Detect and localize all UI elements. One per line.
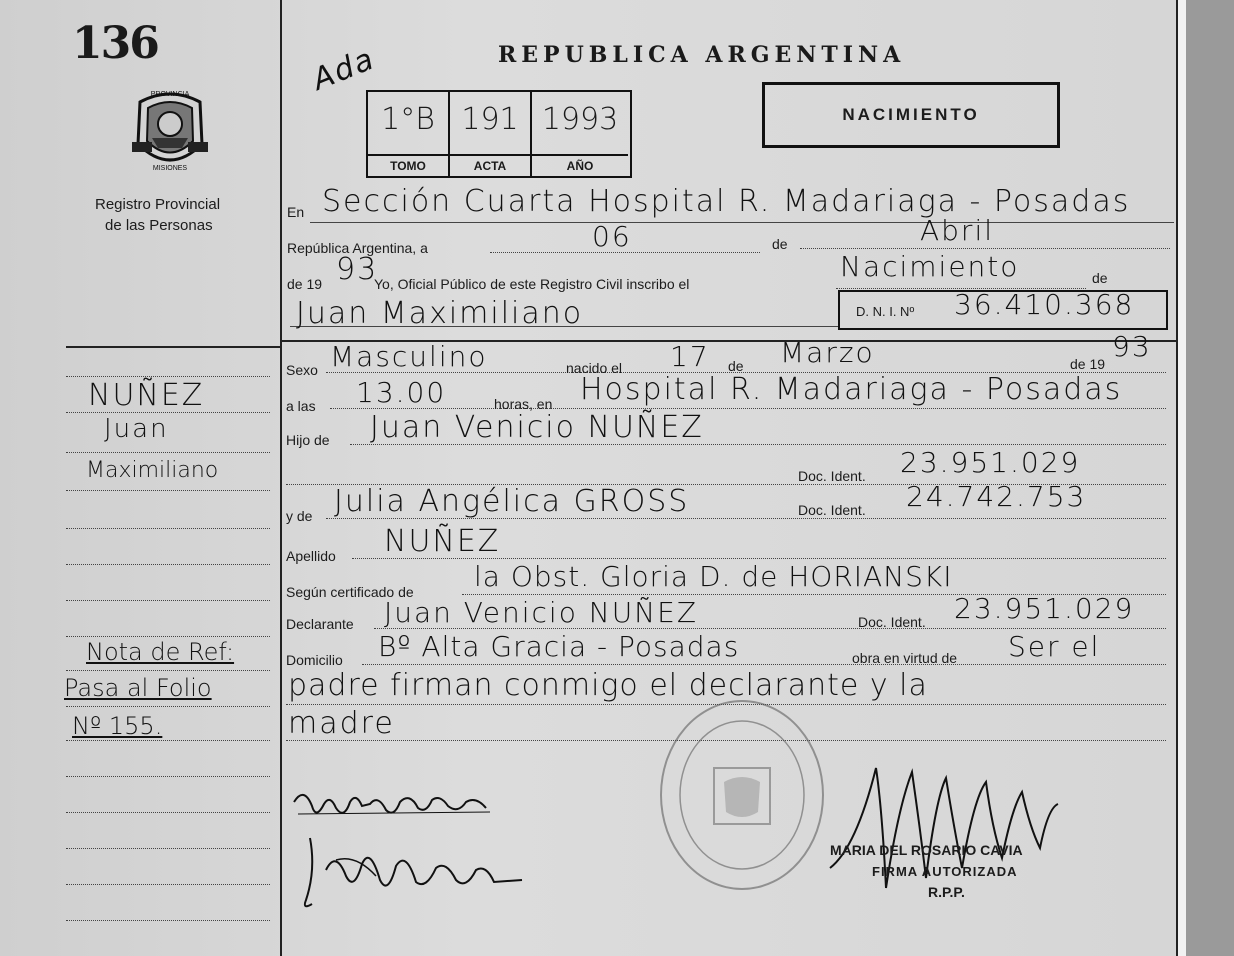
- margin-line: [66, 740, 270, 741]
- label-a-las: a las: [286, 398, 316, 414]
- label-de-mes: de: [772, 236, 788, 252]
- label-en: En: [287, 204, 305, 220]
- label-doc-ident1: Doc. Ident.: [798, 468, 866, 484]
- value-virtud: Ser el: [1008, 630, 1101, 663]
- margin-divider: [66, 346, 280, 348]
- value-madre: Julia Angélica GROSS: [334, 484, 690, 519]
- margin-line: [66, 670, 270, 671]
- value-domicilio: Bº Alta Gracia - Posadas: [378, 630, 740, 663]
- column-divider: [280, 0, 282, 956]
- label-doc-ident3: Doc. Ident.: [858, 614, 926, 630]
- margin-nota1: Nota de Ref:: [86, 638, 235, 666]
- dni-box: [838, 290, 1168, 330]
- acta-value: 191: [461, 102, 519, 137]
- margin-apellido: NUÑEZ: [88, 378, 205, 413]
- label-declarante: Declarante: [286, 616, 354, 632]
- margin-nombre1: Juan: [104, 414, 169, 444]
- value-dia: 06: [592, 220, 632, 253]
- label-hijo-de: Hijo de: [286, 432, 330, 448]
- anio-cell: [532, 92, 628, 176]
- acta-cell: [450, 92, 532, 176]
- value-certificado: la Obst. Gloria D. de HORIANSKI: [474, 560, 953, 593]
- margin-nota2: Pasa al Folio: [64, 674, 212, 702]
- label-de-19b: de 19: [1070, 356, 1106, 372]
- tomo-cell: [368, 92, 450, 176]
- annotation-top: Ada: [307, 41, 381, 98]
- margin-line: [66, 636, 270, 637]
- value-nac-mes: Marzo: [780, 336, 875, 369]
- margin-line: [66, 490, 270, 491]
- line-seccion: [310, 222, 1174, 223]
- line-domicilio: [362, 664, 1166, 665]
- value-nac-dia: 17: [670, 340, 710, 373]
- page-edge: [1178, 0, 1234, 956]
- anio-value: 1993: [541, 102, 619, 137]
- value-lugar: Hospital R. Madariaga - Posadas: [580, 372, 1123, 407]
- margin-line: [66, 920, 270, 921]
- crest-label-bottom: MISIONES: [152, 165, 188, 172]
- value-declarante-doc: 23.951.029: [954, 592, 1135, 625]
- margin-nota3: Nº 155.: [72, 712, 163, 740]
- officer-name: MARIA DEL ROSARIO CAVIA: [830, 842, 1023, 858]
- label-yo-oficial: Yo, Oficial Público de este Registro Civil inscribo el: [374, 276, 690, 292]
- page-number: 136: [72, 18, 158, 69]
- value-dni: 36.410.368: [954, 288, 1135, 321]
- country-title: REPUBLICA ARGENTINA: [498, 42, 906, 68]
- value-declarante: Juan Venicio NUÑEZ: [384, 596, 699, 629]
- label-dni: D. N. I. Nº: [856, 304, 915, 319]
- label-doc-ident2: Doc. Ident.: [798, 502, 866, 518]
- label-sexo: Sexo: [286, 362, 318, 378]
- value-madre-doc: 24.742.753: [906, 480, 1087, 513]
- tomo-label: TOMO: [368, 154, 448, 176]
- anio-label: AÑO: [532, 154, 628, 176]
- label-nacido-el: nacido el: [566, 360, 623, 376]
- margin-line: [66, 528, 270, 529]
- document-type-box: [762, 82, 1060, 148]
- value-nombre: Juan Maximiliano: [296, 296, 584, 331]
- value-padre: Juan Venicio NUÑEZ: [370, 410, 704, 445]
- label-de-19: de 19: [287, 276, 323, 292]
- margin-line: [66, 600, 270, 601]
- value-anio: 93: [336, 252, 379, 287]
- registry-name-line2: de las Personas: [105, 217, 213, 234]
- officer-org: R.P.P.: [928, 884, 965, 900]
- value-sexo: Masculino: [330, 340, 488, 373]
- value-acto: Nacimiento: [840, 250, 1020, 283]
- label-de-nac-mes: de: [728, 358, 744, 374]
- value-nac-anio: 93: [1112, 330, 1152, 363]
- province-crest-icon: [130, 86, 210, 174]
- value-hora: 13.00: [356, 376, 447, 409]
- officer-role: FIRMA AUTORIZADA: [872, 864, 1018, 879]
- margin-line: [66, 564, 270, 565]
- mother-signature-icon: [296, 830, 536, 916]
- crest-label-top: PROVINCIA: [150, 91, 190, 98]
- line-hora: [330, 408, 1166, 409]
- official-seal: [660, 700, 824, 890]
- tomo-value: 1°B: [381, 102, 435, 137]
- margin-line: [66, 376, 270, 377]
- declarant-signature-icon: [290, 784, 500, 834]
- margin-line: [66, 706, 270, 707]
- line-mes: [800, 248, 1170, 249]
- value-seccion: Sección Cuarta Hospital R. Madariaga - Posadas: [322, 184, 1131, 219]
- margin-line: [66, 848, 270, 849]
- value-texto-linea2: padre firman conmigo el declarante y la: [288, 668, 928, 703]
- label-y-de: y de: [286, 508, 313, 524]
- margin-line: [66, 452, 270, 453]
- margin-nombre2: Maximiliano: [86, 458, 219, 483]
- label-de-acto: de: [1092, 270, 1108, 286]
- margin-line: [66, 884, 270, 885]
- value-texto-linea3: madre: [288, 706, 395, 741]
- document-type: NACIMIENTO: [842, 105, 980, 124]
- record-number-box: [366, 90, 632, 178]
- page-border: [1176, 0, 1178, 956]
- margin-line: [66, 776, 270, 777]
- label-obra: obra en virtud de: [852, 650, 958, 666]
- value-padre-doc: 23.951.029: [900, 446, 1081, 479]
- margin-line: [66, 812, 270, 813]
- label-apellido: Apellido: [286, 548, 336, 564]
- value-apellido: NUÑEZ: [384, 524, 501, 559]
- label-horas-en: horas, en: [494, 396, 553, 412]
- acta-label: ACTA: [450, 154, 530, 176]
- value-mes: Abril: [920, 214, 994, 247]
- label-segun: Según certificado de: [286, 584, 414, 600]
- label-domicilio: Domicilio: [286, 652, 343, 668]
- label-republica: República Argentina, a: [287, 240, 428, 256]
- registry-name-line1: Registro Provincial: [95, 196, 221, 213]
